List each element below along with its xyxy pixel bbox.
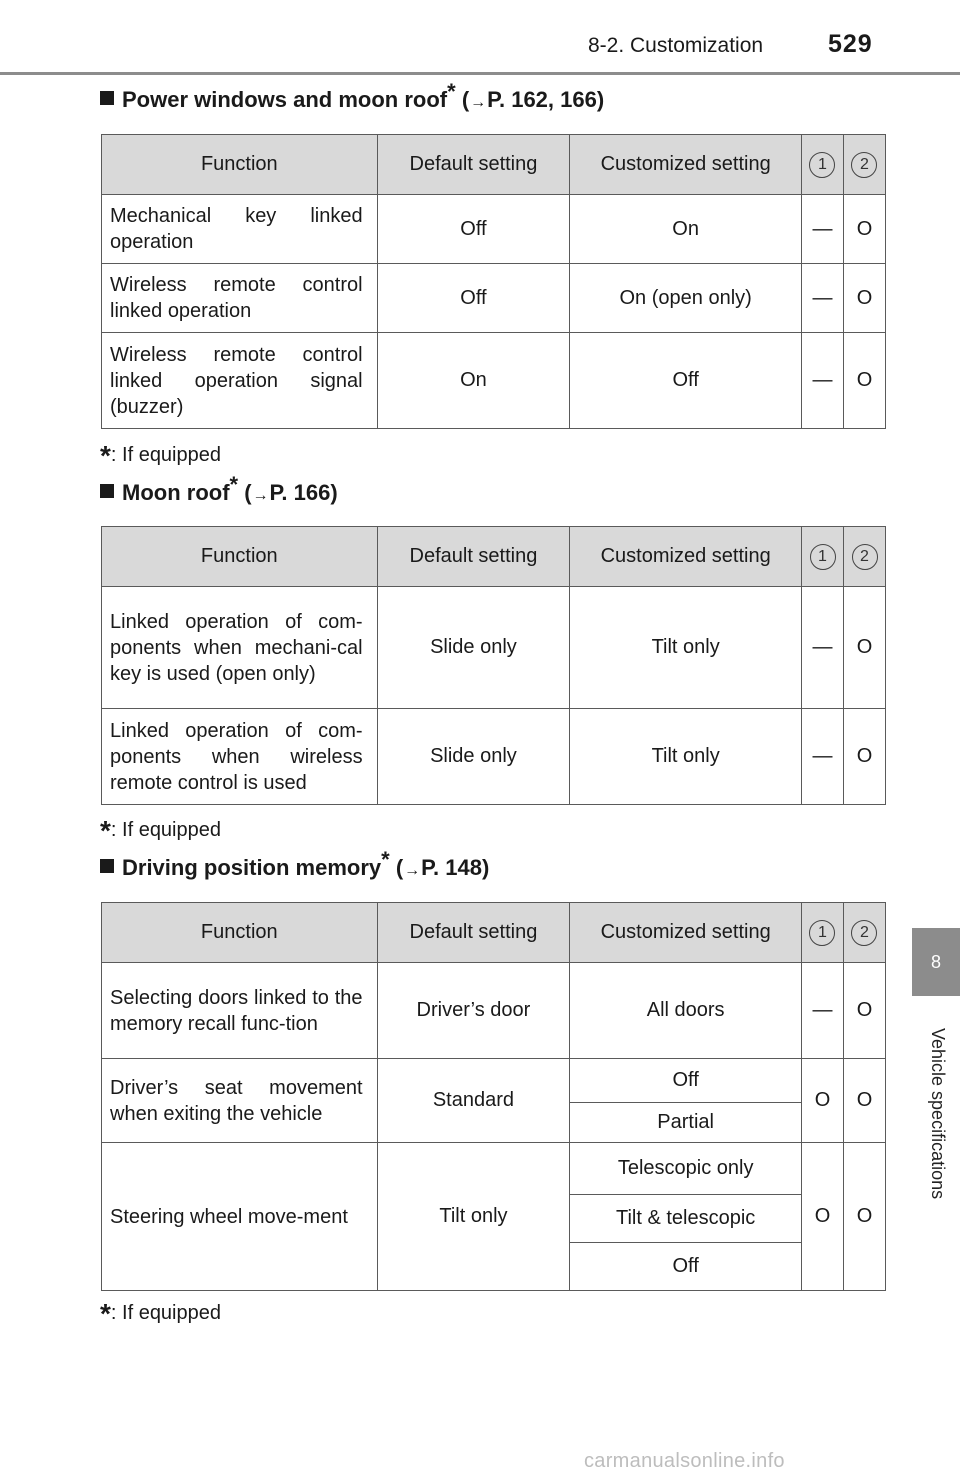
square-bullet-icon: [100, 91, 114, 105]
col-header-default: Default setting: [377, 135, 570, 195]
circled-number-2-icon: 2: [852, 544, 878, 570]
col-header-1: [802, 527, 844, 587]
footnote: *: If equipped: [100, 815, 221, 846]
circled-number-2-icon: 2: [851, 152, 877, 178]
table-row: Wireless remote control linked operation signal (buzzer) On Off — O: [102, 333, 886, 429]
circled-number-2-icon: 2: [851, 920, 877, 946]
table-moon-roof: [101, 526, 886, 805]
section-heading-driving-position-memory: Driving position memory* (→P. 148): [100, 855, 489, 881]
table-row: Wireless remote control linked operation Off On (open only) — O: [102, 264, 886, 333]
col-header-function: Function: [102, 527, 378, 587]
table-row: Steering wheel move-ment Tilt only Telescopic only O O: [102, 1143, 886, 1195]
col-header-customized: Customized setting: [570, 527, 802, 587]
col-header-function: Function: [102, 903, 378, 963]
table-row: Driver’s seat movement when exiting the vehicle Standard Off O O: [102, 1059, 886, 1103]
square-bullet-icon: [100, 859, 114, 873]
col-header-function: Function: [102, 135, 378, 195]
col-header-default: Default setting: [377, 527, 570, 587]
col-header-default: Default setting: [377, 903, 570, 963]
section-header: 8-2. Customization: [588, 34, 764, 57]
col-header-customized: Customized setting: [570, 903, 802, 963]
col-header-1: [802, 903, 844, 963]
header-rule: [0, 72, 960, 75]
table-row: Linked operation of com-ponents when wireless remote control is used Slide only Tilt only — O: [102, 709, 886, 805]
arrow-right-icon: →: [252, 487, 269, 504]
col-header-2: [843, 135, 885, 195]
circled-number-1-icon: 1: [809, 920, 835, 946]
col-header-customized: Customized setting: [570, 135, 802, 195]
table-row: Selecting doors linked to the memory recall func-tion Driver’s door All doors — O: [102, 963, 886, 1059]
col-header-2: [843, 903, 885, 963]
section-heading-moon-roof: Moon roof* (→P. 166): [100, 480, 338, 506]
col-header-2: [844, 527, 886, 587]
page-number: 529: [828, 30, 873, 58]
table-power-windows: [101, 134, 886, 429]
table-header-row: [102, 903, 886, 963]
table-row: Linked operation of com-ponents when mechani-cal key is used (open only) Slide only Tilt only — O: [102, 587, 886, 709]
table-subrow: Tilt & telescopic: [102, 1195, 886, 1243]
table-header-row: [102, 527, 886, 587]
section-heading-power-windows: Power windows and moon roof* (→P. 162, 166): [100, 87, 604, 113]
arrow-right-icon: →: [404, 862, 421, 879]
footnote: *: If equipped: [100, 440, 221, 471]
table-subrow: Partial: [102, 1103, 886, 1143]
arrow-right-icon: →: [470, 94, 487, 111]
table-header-row: [102, 135, 886, 195]
footnote: *: If equipped: [100, 1298, 221, 1329]
watermark: carmanualsonline.info: [584, 1450, 785, 1472]
table-subrow: Off: [102, 1243, 886, 1291]
table-driving-position-memory: [101, 902, 886, 1291]
chapter-tab: 8: [912, 928, 960, 996]
table-row: Mechanical key linked operation Off On — O: [102, 195, 886, 264]
square-bullet-icon: [100, 484, 114, 498]
chapter-title: Vehicle specifications: [928, 1028, 948, 1200]
circled-number-1-icon: 1: [810, 544, 836, 570]
circled-number-1-icon: 1: [809, 152, 835, 178]
col-header-1: [802, 135, 844, 195]
